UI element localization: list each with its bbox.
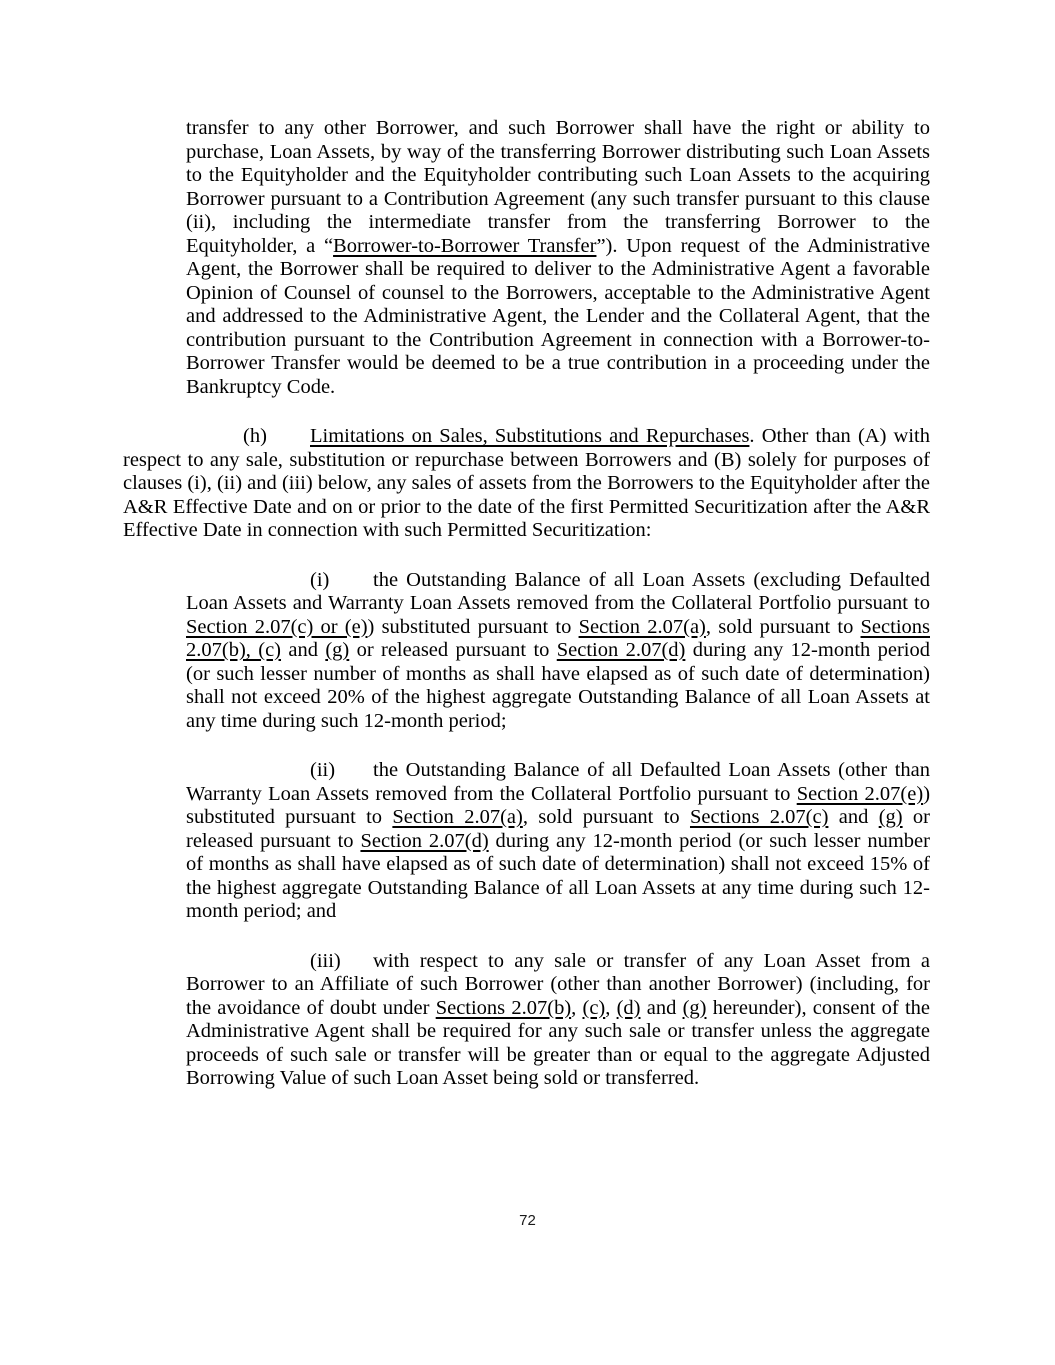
underlined-reference: Section 2.07(e) xyxy=(796,782,924,805)
text-segment: and xyxy=(828,806,879,828)
underlined-reference: Limitations on Sales, Substitutions and Repurchases xyxy=(310,425,750,447)
underlined-reference: (g) xyxy=(325,639,350,661)
underlined-reference: Sections 2.07(c) xyxy=(689,806,829,828)
underlined-reference: Section 2.07(c) or (e) xyxy=(186,615,368,638)
page-footer xyxy=(0,1212,1055,1230)
document-body xyxy=(123,117,930,1117)
underlined-reference: Borrower-to-Borrower Transfer xyxy=(333,234,597,257)
text-segment: the Outstanding Balance of all Defaulted Loan Assets (other than Warranty Loan Assets removed from the Collateral Portfolio pursuant to xyxy=(186,759,930,805)
text-segment: . Other than (A) with respect to any sale, substitution or repurchase between Borrowers and (B) solely for purposes of clauses (i), (ii) and (iii) below, any sales of assets from the Borrowers to the Equityholder after the A&R Effective Date and on or prior to the date of the first Permitted Securitization after the A&R Effective Date in connection with such Permitted Securitization: xyxy=(123,425,930,541)
underlined-reference: (g) xyxy=(878,806,903,828)
paragraph-h-limitations xyxy=(123,425,930,543)
text-segment: during any 12-month period (or such lesser number of months as shall have elapsed as of such date of determination) shall not exceed 20% of the highest aggregate Outstanding Balance of all Loan Assets at any time during such 12-month period; xyxy=(186,639,930,732)
paragraph-iii-affiliate-sale-consent xyxy=(186,950,930,1091)
underlined-reference: (d) xyxy=(616,996,641,1019)
text-segment: hereunder), consent of the Administrative Agent shall be required for any such sale or transfer unless the aggregate proceeds of such sale or transfer will be greater than or equal to the aggregate Adjusted Borrowing Value of such Loan Asset being sold or transferred. xyxy=(186,996,930,1089)
text-segment: ) substituted pursuant to xyxy=(367,615,579,638)
underlined-reference: Sections 2.07(b), (c) xyxy=(186,615,930,661)
text-segment: or released pursuant to xyxy=(186,806,930,852)
text-segment: and xyxy=(640,996,683,1019)
clause-label: (h) xyxy=(243,425,267,447)
text-segment: or released pursuant to xyxy=(349,639,557,661)
paragraph-i-loan-assets-20-percent xyxy=(186,569,930,734)
clause-label: (iii) xyxy=(310,949,341,972)
text-segment: ”). Upon request of the Administrative Agent, the Borrower shall be required to deliver to the Administrative Agent a favorable Opinion of Counsel of counsel to the Borrowers, acceptable to the Administrative Agent and addressed to the Administrative Agent, the Lender and the Collateral Agent, that the contribution pursuant to the Contribution Agreement in connection with a Borrower-to-Borrower Transfer would be deemed to be a true contribution in a proceeding under the Bankruptcy Code. xyxy=(186,234,930,398)
text-segment: , sold pursuant to xyxy=(522,806,690,828)
text-segment: and xyxy=(281,639,326,661)
page-number: 72 xyxy=(519,1212,536,1229)
underlined-reference: Section 2.07(a) xyxy=(392,806,523,828)
underlined-reference: Section 2.07(d) xyxy=(360,829,489,852)
paragraph-borrower-to-borrower-continuation xyxy=(186,117,930,399)
underlined-reference: (c) xyxy=(582,996,606,1019)
text-segment: the Outstanding Balance of all Loan Assets (excluding Defaulted Loan Assets and Warranty Loan Assets removed from the Collateral Portfolio pursuant to xyxy=(186,568,930,614)
text-segment: , xyxy=(605,996,617,1019)
text-segment: , xyxy=(571,996,583,1019)
underlined-reference: (g) xyxy=(682,996,707,1019)
text-segment: ) substituted pursuant to xyxy=(186,782,931,828)
clause-label: (ii) xyxy=(310,759,336,781)
underlined-reference: Section 2.07(a) xyxy=(578,615,706,638)
underlined-reference: Sections 2.07(b) xyxy=(435,996,572,1019)
text-segment: , sold pursuant to xyxy=(705,615,861,638)
underlined-reference: Section 2.07(d) xyxy=(556,639,686,661)
text-segment: with respect to any sale or transfer of any Loan Asset from a Borrower to an Affiliate of such Borrower (other than another Borrower) (including, for the avoidance of doubt under xyxy=(186,949,930,1019)
text-segment: transfer to any other Borrower, and such Borrower shall have the right or ability to purchase, Loan Assets, by way of the transferring Borrower distributing such Loan Assets to the Equityholder and the Equityholder contributing such Loan Assets to the acquiring Borrower pursuant to a Contribution Agreement (any such transfer pursuant to this clause (ii), including the intermediate transfer from the transferring Borrower to the Equityholder, a “ xyxy=(186,117,930,257)
clause-label: (i) xyxy=(310,568,330,591)
paragraph-ii-defaulted-loan-assets-15-percent xyxy=(186,759,930,924)
text-segment: during any 12-month period (or such lesser number of months as shall have elapsed as of such date of determination) shall not exceed 15% of the highest aggregate Outstanding Balance of all Loan Assets at any time during such 12-month period; and xyxy=(186,829,930,922)
